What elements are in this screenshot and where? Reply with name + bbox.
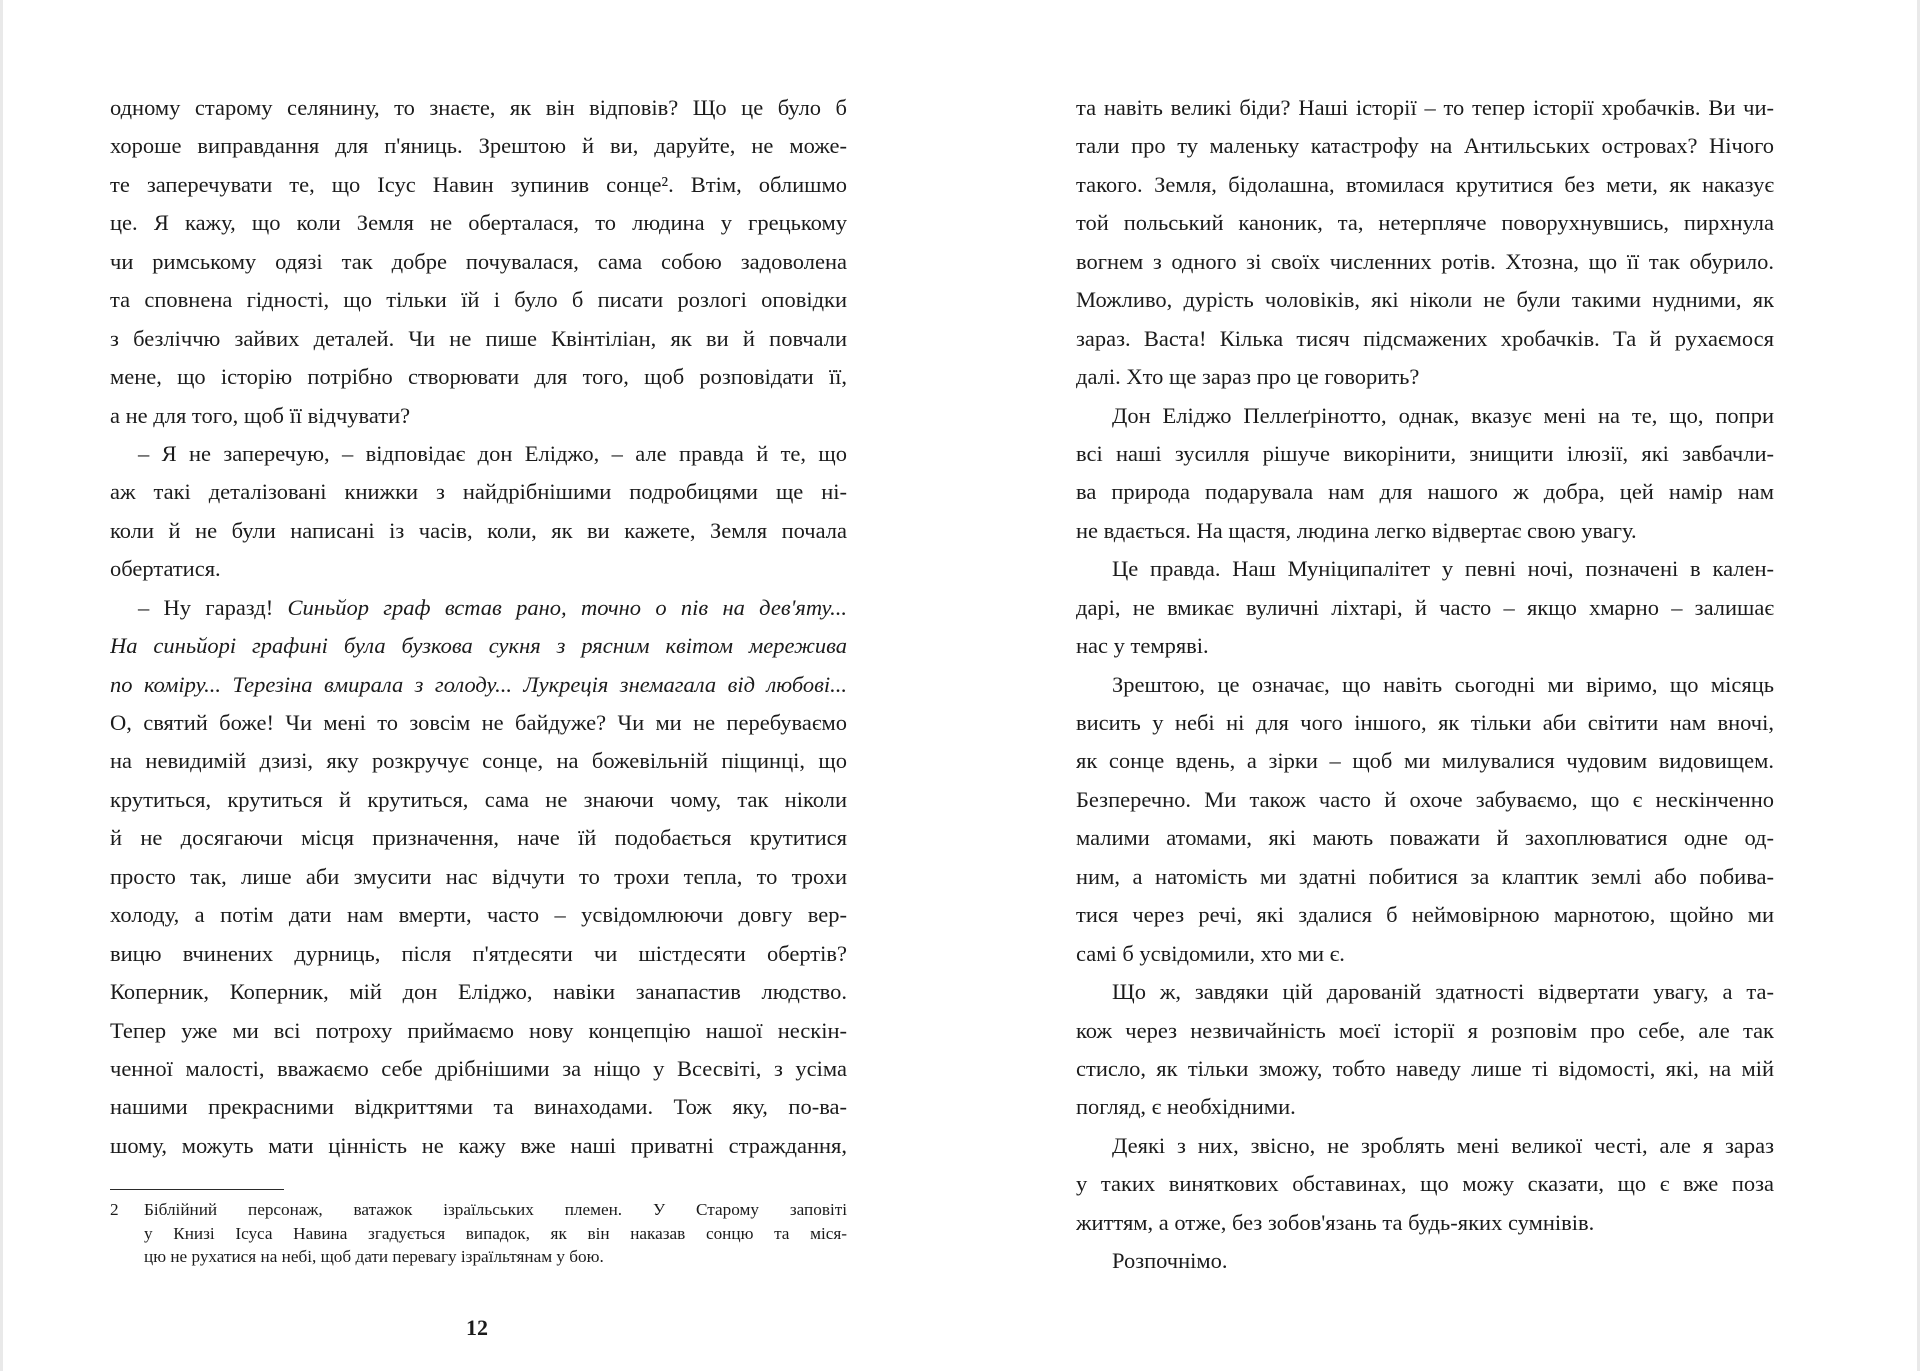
- text-line: у таких виняткових обставинах, що можу сказати, що є вже поза: [1076, 1171, 1774, 1197]
- paragraph-first-line: Дон Еліджо Пеллеґрінотто, однак, вказує мені на те, що, попри: [1112, 402, 1774, 428]
- text-line: вицю вчинених дурниць, після п'ятдесяти чи шістдесяти обертів?: [110, 940, 847, 966]
- text-line: а не для того, щоб її відчувати?: [110, 402, 411, 428]
- text-line: шому, можуть мати цінність не кажу вже наші приватні страждання,: [110, 1132, 847, 1158]
- footnote-text: Біблійний персонаж, ватажок ізраїльських племен. У Старому заповіті: [144, 1200, 847, 1219]
- paragraph-first-line: Що ж, завдяки цій дарованій здатності відвертати увагу, а та-: [1112, 979, 1774, 1005]
- text-line: коли й не були написані із часів, коли, як ви кажете, Земля почала: [110, 517, 847, 543]
- text-line: дарі, не вмикає вуличні ліхтарі, й часто – якщо хмарно – залишає: [1076, 594, 1774, 620]
- footnote-line: у Книзі Ісуса Навина згадується випадок, як він наказав сонцю та міся-: [144, 1223, 847, 1243]
- footnote-line: [110, 1198, 847, 1222]
- text-line: ним, а натомість ми здатні побитися за клаптик землі або побива-: [1076, 863, 1774, 889]
- text-line: обертатися.: [110, 556, 221, 582]
- text-line: крутиться, крутиться й крутиться, сама не знаючи чому, так ніколи: [110, 786, 847, 812]
- text-line: одному старому селянину, то знаєте, як він відповів? Що це було б: [110, 95, 847, 120]
- text-line: мене, що історію потрібно створювати для того, щоб розповідати її,: [110, 364, 847, 390]
- left-text-column: [110, 89, 847, 1165]
- footnote-number: 2: [110, 1200, 119, 1219]
- paragraph-first-line: Деякі з них, звісно, не зроблять мені великої честі, але я зараз: [1112, 1132, 1774, 1158]
- footnote-divider: [110, 1189, 284, 1190]
- text-line: на невидимій дзизі, яку розкручує сонце, на божевільній піщинці, що: [110, 748, 847, 774]
- text-line: просто так, лише аби змусити нас відчути то трохи тепла, то трохи: [110, 863, 847, 889]
- text-line: погляд, є необхідними.: [1076, 1094, 1296, 1120]
- page-number: 12: [466, 1315, 488, 1340]
- text-line: з безліччю зайвих деталей. Чи не пише Квінтіліан, як ви й повчали: [110, 325, 847, 351]
- text-line: аж такі деталізовані книжки з найдрібнішими подробицями ще ні-: [110, 479, 847, 505]
- text-line: нас у темряві.: [1076, 633, 1209, 659]
- text-line: той польський каноник, та, нетерпляче поворухнувшись, пирхнула: [1076, 210, 1774, 236]
- paragraph-first-line: Зрештою, це означає, що навіть сьогодні ми віримо, що місяць: [1112, 671, 1774, 697]
- text-line: такого. Земля, бідолашна, втомилася крутитися без мети, як наказує: [1076, 171, 1774, 197]
- text-line: Безперечно. Ми також часто й охоче забуваємо, що є нескінченно: [1076, 786, 1774, 812]
- right-text-column: [1076, 89, 1774, 1281]
- text-line: далі. Хто ще зараз про це говорить?: [1076, 364, 1420, 390]
- text-line: самі б усвідомили, хто ми є.: [1076, 940, 1345, 966]
- italic-quote-line: На синьйорі графині була бузкова сукня з рясним квітом мережива: [110, 633, 847, 659]
- dialogue-line: – Я не заперечую, – відповідає дон Еліджо, – але правда й те, що: [138, 440, 847, 466]
- text-line: холоду, а потім дати нам вмерти, часто – усвідомлюючи довгу вер-: [110, 902, 847, 928]
- text-line: всі наші зусилля рішуче викорінити, знищити ілюзії, які завбачли-: [1076, 440, 1774, 466]
- text-line: висить у небі ні для чого іншого, як тільки аби світити нам вночі,: [1076, 710, 1774, 735]
- text-line: та сповнена гідності, що тільки їй і було б писати розлогі оповідки: [110, 287, 847, 313]
- text-line: ва природа подарувала нам для нашого ж добра, цей намір нам: [1076, 479, 1774, 505]
- text-line: те заперечувати те, що Ісус Навин зупинив сонце². Втім, облишмо: [110, 171, 847, 197]
- text-line: й не досягаючи місця призначення, наче їй подобається крутитися: [110, 825, 847, 851]
- dialogue-line: [110, 589, 847, 627]
- text-line: життям, а отже, без зобов'язань та будь-яких сумнівів.: [1076, 1209, 1595, 1235]
- text-line: Можливо, дурість чоловіків, які ніколи не були такими нудними, як: [1076, 287, 1774, 313]
- footnote: [110, 1198, 847, 1269]
- text-line: Тепер уже ми всі потроху приймаємо нову концепцію нашої нескін-: [110, 1017, 847, 1043]
- text-line: це. Я кажу, що коли Земля не оберталася, то людина у грецькому: [110, 210, 847, 236]
- footnote-line: цю не рухатися на небі, щоб дати перевагу ізраїльтянам у бою.: [144, 1247, 604, 1267]
- text-line: вогнем з одного зі своїх численних ротів. Хтозна, що її так обурило.: [1076, 248, 1774, 274]
- paragraph-first-line: Це правда. Наш Муніципалітет у певні ночі, позначені в кален-: [1112, 556, 1774, 582]
- text-line: як сонце вдень, а зірки – щоб ми милувалися чудовим видовищем.: [1076, 748, 1774, 774]
- text-line: та навіть великі біди? Наші історії – то тепер історії хробачків. Ви чи-: [1076, 95, 1774, 120]
- text-line: кож через незвичайність моєї історії я розповім про себе, але так: [1076, 1017, 1774, 1043]
- text-line: стисло, як тільки зможу, тобто наведу лише ті відомості, які, на мій: [1076, 1055, 1774, 1081]
- dialogue-text: – Ну гаразд!: [138, 594, 288, 620]
- text-line: чи римському одязі так добре почувалася, сама собою задоволена: [110, 248, 847, 274]
- text-line: нашими прекрасними відкриттями та винаходами. Тож яку, по-ва-: [110, 1094, 847, 1120]
- text-line: тися через речі, які здалися б неймовірною марнотою, щойно ми: [1076, 902, 1774, 928]
- right-page: [960, 0, 1920, 1371]
- paragraph-first-line: Розпочнімо.: [1112, 1248, 1228, 1274]
- text-line: малими атомами, які мають поважати й захоплюватися одне од-: [1076, 825, 1774, 851]
- text-line: Коперник, Коперник, мій дон Еліджо, навіки занапастив людство.: [110, 979, 847, 1005]
- text-line: ченної малості, вважаємо себе дрібнішими за ніщо у Всесвіті, з усіма: [110, 1055, 847, 1081]
- text-line: хороше виправдання для п'яниць. Зрештою й ви, даруйте, не може-: [110, 133, 847, 159]
- italic-quote-line: по коміру... Терезіна вмирала з голоду... Лукреція знемагала від любові...: [110, 671, 847, 697]
- text-line: не вдається. На щастя, людина легко відвертає свою увагу.: [1076, 517, 1637, 543]
- text-line: О, святий боже! Чи мені то зовсім не байдуже? Чи ми не перебуваємо: [110, 710, 847, 735]
- text-line: тали про ту маленьку катастрофу на Антильських островах? Нічого: [1076, 133, 1774, 159]
- text-line: зараз. Васта! Кілька тисяч підсмажених хробачків. Та й рухаємося: [1076, 325, 1774, 351]
- italic-quote: Синьйор граф встав рано, точно о пів на дев'яту...: [287, 594, 847, 620]
